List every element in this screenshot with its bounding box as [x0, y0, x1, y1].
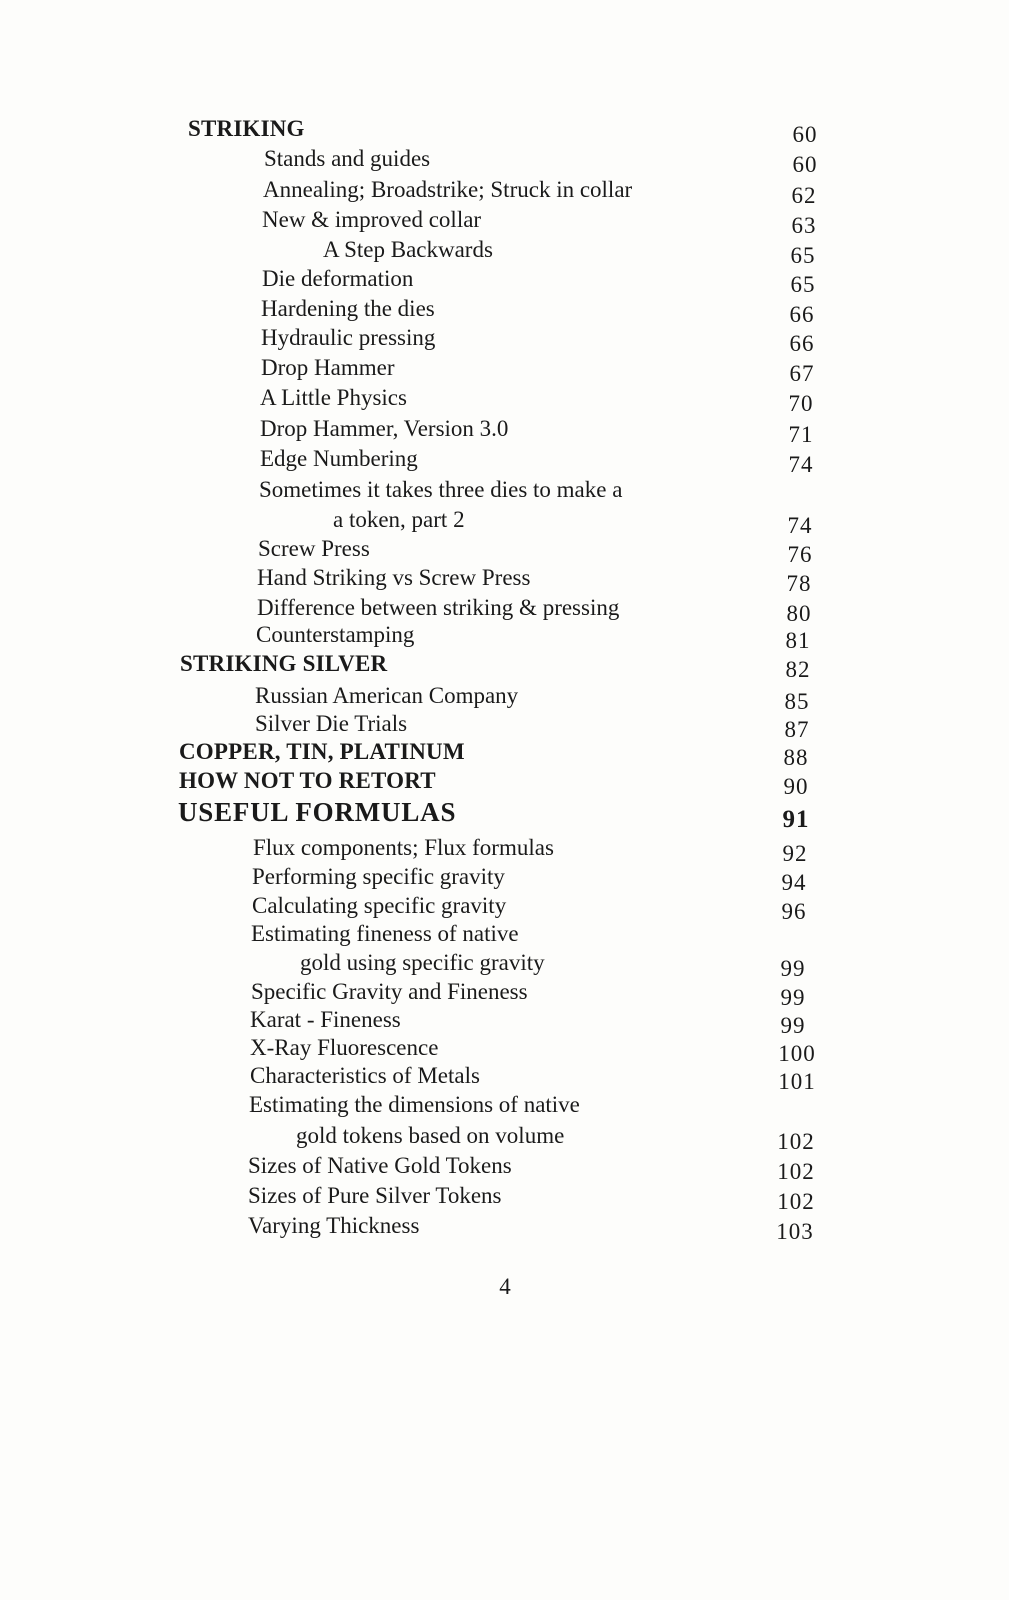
toc-page-number: 85 — [784, 689, 810, 714]
toc-page-number: 70 — [788, 391, 814, 416]
toc-entry — [0, 1061, 1009, 1094]
toc-entry — [0, 1090, 1009, 1120]
toc-page-number: 94 — [781, 870, 807, 895]
toc-entry — [0, 891, 1009, 924]
toc-page-number: 67 — [789, 361, 815, 386]
toc-label: A Step Backwards — [323, 237, 493, 262]
toc-entry-copper-tin-platinum — [0, 737, 1009, 770]
toc-label: Sizes of Native Gold Tokens — [248, 1153, 512, 1178]
toc-label: Die deformation — [262, 266, 414, 291]
toc-label: X-Ray Fluorescence — [250, 1035, 439, 1060]
toc-entry-how-not-to-retort — [0, 766, 1009, 799]
toc-entry — [0, 681, 1009, 714]
toc-entry — [0, 948, 1009, 981]
toc-page-number: 102 — [777, 1189, 815, 1214]
toc-label: STRIKING SILVER — [180, 651, 388, 676]
toc-label: Sizes of Pure Silver Tokens — [248, 1183, 502, 1208]
toc-page-number: 63 — [791, 213, 817, 238]
toc-page-number: 60 — [792, 152, 818, 177]
toc-entry — [0, 1005, 1009, 1038]
toc-label: Karat - Fineness — [250, 1007, 401, 1032]
toc-label: Calculating specific gravity — [252, 893, 507, 918]
toc-page-number: 87 — [784, 717, 810, 742]
toc-entry-useful-formulas — [0, 797, 1009, 833]
toc-page-number: 65 — [790, 272, 816, 297]
toc-entry — [0, 235, 1009, 268]
toc-label: STRIKING — [188, 116, 305, 141]
toc-label: Counterstamping — [256, 622, 415, 647]
toc-label: gold using specific gravity — [300, 950, 545, 975]
toc-page-number: 66 — [789, 302, 815, 327]
toc-entry — [0, 1033, 1009, 1066]
toc-label: Sometimes it takes three dies to make a — [259, 477, 623, 502]
toc-entry — [0, 977, 1009, 1010]
toc-page-number: 102 — [777, 1159, 815, 1184]
toc-label: Varying Thickness — [248, 1213, 420, 1238]
toc-entry — [0, 620, 1009, 653]
toc-entry — [0, 1211, 1009, 1244]
toc-page-number: 99 — [780, 1013, 806, 1038]
toc-label: Hardening the dies — [261, 296, 435, 321]
toc-label: Screw Press — [258, 536, 370, 561]
toc-label: USEFUL FORMULAS — [178, 797, 457, 827]
toc-page-number: 88 — [783, 745, 809, 770]
toc-page-number: 96 — [781, 899, 807, 924]
toc-page-number: 76 — [787, 542, 813, 567]
toc-page-number: 91 — [782, 806, 810, 833]
toc-page-number: 99 — [780, 956, 806, 981]
toc-page-number: 74 — [787, 513, 813, 538]
toc-page-number: 78 — [786, 571, 812, 596]
toc-page-number: 101 — [778, 1069, 816, 1094]
toc-label: Stands and guides — [264, 146, 431, 171]
toc-entry — [0, 1151, 1009, 1184]
toc-label: Drop Hammer — [261, 355, 395, 380]
toc-page-number: 103 — [776, 1219, 814, 1244]
toc-entry-striking-silver — [0, 649, 1009, 682]
toc-entry — [0, 593, 1009, 626]
toc-entry — [0, 862, 1009, 895]
toc-page-number: 62 — [791, 183, 817, 208]
toc-entry — [0, 175, 1009, 208]
toc-page-number: 90 — [783, 774, 809, 799]
toc-label: Difference between striking & pressing — [257, 595, 620, 620]
toc-page-number: 92 — [782, 841, 808, 866]
toc-label: Drop Hammer, Version 3.0 — [260, 416, 509, 441]
toc-label: Hydraulic pressing — [261, 325, 436, 350]
toc-entry — [0, 534, 1009, 567]
toc-page-number: 66 — [789, 331, 815, 356]
toc-label: Russian American Company — [255, 683, 519, 708]
toc-label: HOW NOT TO RETORT — [179, 768, 436, 793]
toc-entry — [0, 505, 1009, 538]
toc-label: Characteristics of Metals — [250, 1063, 480, 1088]
toc-entry — [0, 475, 1009, 505]
toc-page-number: 99 — [780, 985, 806, 1010]
toc-entry — [0, 294, 1009, 327]
toc-label: gold tokens based on volume — [296, 1123, 565, 1148]
toc-page-number: 74 — [788, 452, 814, 477]
toc-label: Performing specific gravity — [252, 864, 505, 889]
toc-entry — [0, 353, 1009, 386]
toc-entry — [0, 264, 1009, 297]
toc-label: Estimating the dimensions of native — [249, 1092, 580, 1117]
toc-label: Estimating fineness of native — [251, 921, 519, 946]
toc-entry — [0, 444, 1009, 477]
toc-entry — [0, 919, 1009, 949]
toc-entry — [0, 323, 1009, 356]
toc-label: COPPER, TIN, PLATINUM — [179, 739, 465, 764]
toc-label: Silver Die Trials — [255, 711, 408, 736]
toc-label: Specific Gravity and Fineness — [251, 979, 528, 1004]
toc-label: Edge Numbering — [260, 446, 418, 471]
toc-entry — [0, 1121, 1009, 1154]
toc-entry — [0, 144, 1009, 177]
toc-page-number: 81 — [785, 628, 811, 653]
toc-entry — [0, 205, 1009, 238]
toc-page-number: 60 — [792, 122, 818, 147]
toc-label: New & improved collar — [262, 207, 482, 232]
toc-label: Annealing; Broadstrike; Struck in collar — [263, 177, 633, 202]
toc-entry — [0, 833, 1009, 866]
toc-page-number: 65 — [790, 243, 816, 268]
page-number-footer: 4 — [499, 1274, 511, 1299]
toc-page-number: 82 — [785, 657, 811, 682]
toc-entry — [0, 414, 1009, 447]
toc-entry — [0, 383, 1009, 416]
toc-label: A Little Physics — [260, 385, 407, 410]
toc-label: Hand Striking vs Screw Press — [257, 565, 531, 590]
toc-entry — [0, 1181, 1009, 1214]
toc-page-number: 71 — [788, 422, 814, 447]
toc-page-number: 102 — [777, 1129, 815, 1154]
toc-entry-striking — [0, 114, 1009, 147]
toc-entry — [0, 563, 1009, 596]
toc-label: a token, part 2 — [333, 507, 465, 532]
toc-page-number: 80 — [786, 601, 812, 626]
toc-page-number: 100 — [778, 1041, 816, 1066]
toc-entry — [0, 709, 1009, 742]
toc-label: Flux components; Flux formulas — [253, 835, 554, 860]
